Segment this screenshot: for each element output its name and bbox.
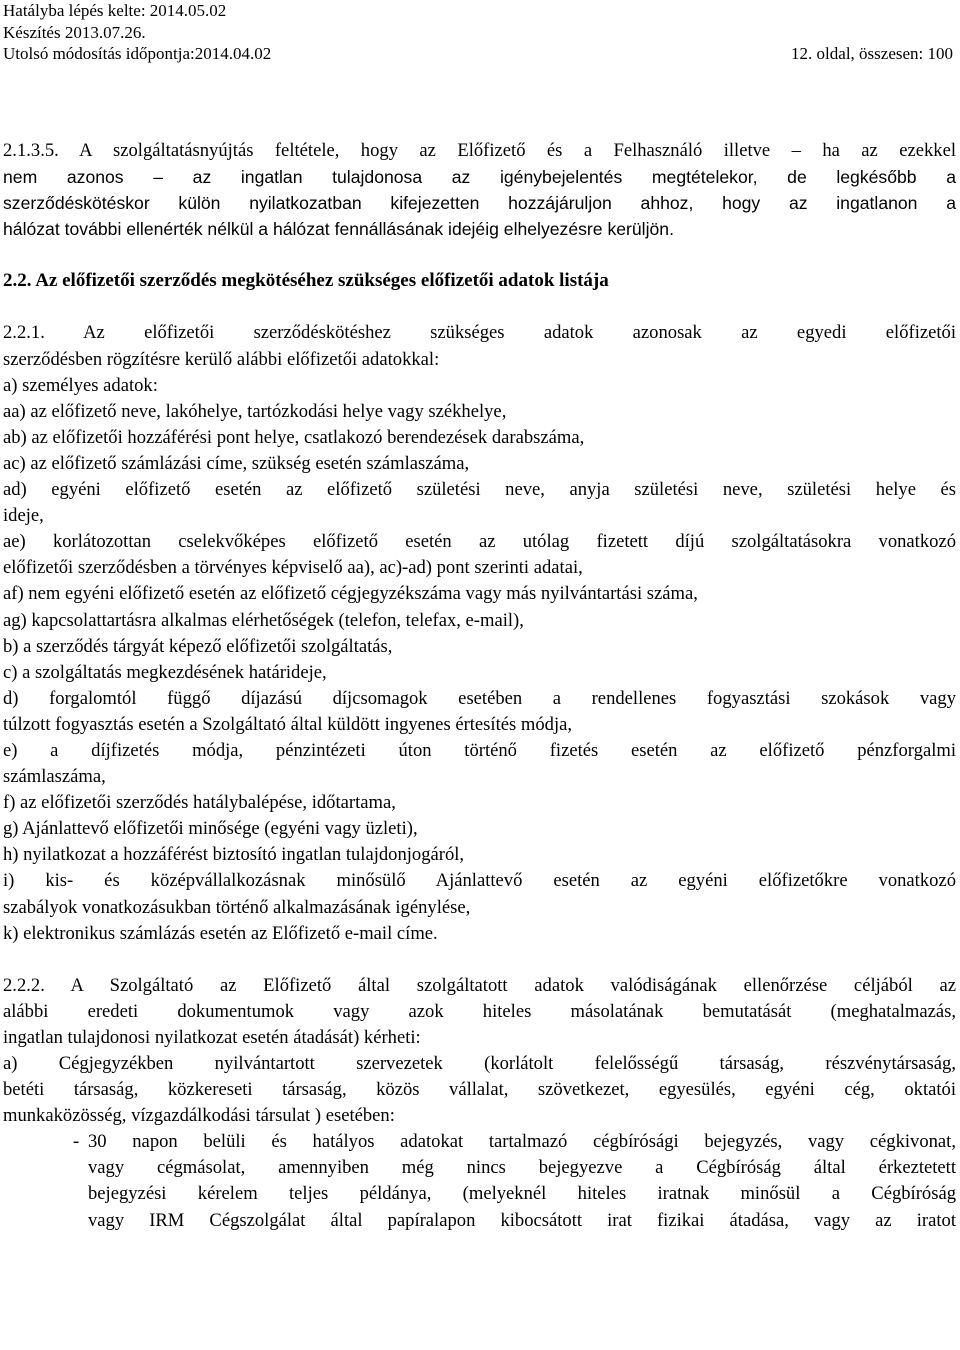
list-item: a) személyes adatok: (3, 374, 158, 396)
text-line: vagy cégmásolat, amennyiben még nincs bejegyezve a Cégbíróság által érkeztetett (88, 1157, 956, 1179)
created-date: Készítés 2013.07.26. (3, 22, 146, 42)
list-item: ad) egyéni előfizető esetén az előfizető születési neve, anyja születési neve, születési helye és (3, 479, 956, 501)
header-row (3, 43, 953, 65)
dash-list-item (3, 1129, 956, 1233)
list-item: a) Cégjegyzékben nyilvántartott szervezetek (korlátolt felelősségű társaság, részvénytársaság, (3, 1053, 956, 1074)
list-item: d) forgalomtól függő díjazású díjcsomagok esetében a rendellenes fogyasztási szokások vagy (3, 687, 956, 709)
list-item: af) nem egyéni előfizető esetén az előfizető cégjegyzékszáma vagy más nyilvántartási száma, (3, 583, 698, 605)
text-line: 30 napon belüli és hatályos adatokat tartalmazó cégbírósági bejegyzés, vagy cégkivonat, (88, 1131, 956, 1153)
text-line: 2.2.2. A Szolgáltató az Előfizető által szolgáltatott adatok valódiságának ellenőrzése céljából az (3, 974, 956, 996)
dash-bullet: - (73, 1131, 80, 1153)
list-item-continued: túlzott fogyasztás esetén a Szolgáltató által küldött ingyenes értesítés módja, (3, 713, 573, 735)
text-line: 2.2.1. Az előfizetői szerződéskötéshez szükséges adatok azonosak az egyedi előfizetői (3, 322, 956, 344)
list-item-continued: ideje, (3, 505, 44, 527)
paragraph-2-2-2 (3, 973, 956, 1234)
list-item: e) a díjfizetés módja, pénzintézeti úton történő fizetés esetén az előfizető pénzforgalmi (3, 739, 956, 761)
text-line: hálózat további ellenérték nélkül a hálózat fennállásának idejéig elhelyezésre kerüljön. (3, 219, 674, 240)
text-line: nem azonos – az ingatlan tulajdonosa az igénybejelentés megtételekor, de legkésőbb a (3, 167, 956, 188)
list-item: ab) az előfizetői hozzáférési pont helye, csatlakozó berendezések darabszáma, (3, 426, 585, 448)
list-item: b) a szerződés tárgyát képező előfizetői szolgáltatás, (3, 635, 393, 657)
list-item-continued: szabályok vonatkozásukban történő alkalmazásának igénylése, (3, 896, 471, 918)
list-item-continued: előfizetői szerződésben a törvényes képviselő aa), ac)-ad) pont szerinti adatai, (3, 557, 583, 579)
list-item: f) az előfizetői szerződés hatálybalépése, időtartama, (3, 792, 396, 814)
page-number: 12. oldal, összesen: 100 (791, 44, 953, 64)
text-line: alábbi eredeti dokumentumok vagy azok hiteles másolatának bemutatását (meghatalmazás, (3, 1000, 956, 1022)
document-body (3, 138, 956, 1234)
list-item-continued: betéti társaság, közkereseti társaság, közös vállalat, szövetkezet, egyesülés, egyéni cég, oktatói (3, 1079, 956, 1101)
text-line: bejegyzési kérelem teljes példánya, (melyeknél hiteles iratnak minősül a Cégbíróság (88, 1183, 956, 1205)
effective-date: Hatályba lépés kelte: 2014.05.02 (3, 1, 227, 20)
list-item: ac) az előfizető számlázási címe, szükség esetén számlaszáma, (3, 452, 470, 474)
text-line: szerződésben rögzítésre kerülő alábbi előfizetői adatokkal: (3, 348, 440, 370)
list-item: g) Ajánlattevő előfizetői minősége (egyéni vagy üzleti), (3, 818, 418, 840)
page-header (3, 0, 953, 65)
spacer (3, 294, 956, 320)
text-line: vagy IRM Cégszolgálat által papíralapon kibocsátott irat fizikai átadása, vagy az iratot (88, 1209, 956, 1231)
paragraph-2-1-3-5 (3, 138, 956, 242)
list-item: ag) kapcsolattartásra alkalmas elérhetőségek (telefon, telefax, e-mail), (3, 609, 524, 631)
list-item: aa) az előfizető neve, lakóhelye, tartózkodási helye vagy székhelye, (3, 400, 507, 422)
list-item-continued: munkaközösség, vízgazdálkodási társulat ) esetében: (3, 1105, 395, 1127)
text-line: 2.1.3.5. A szolgáltatásnyújtás feltétele, hogy az Előfizető és a Felhasználó illetve – ha az ezekkel (3, 140, 956, 161)
list-item: ae) korlátozottan cselekvőképes előfizető esetén az utólag fizetett díjú szolgáltatásokra vonatkozó (3, 531, 956, 553)
list-item-continued: számlaszáma, (3, 766, 106, 788)
list-item: h) nyilatkozat a hozzáférést biztosító ingatlan tulajdonjogáról, (3, 844, 465, 866)
list-item: i) kis- és középvállalkozásnak minősülő Ajánlattevő esetén az egyéni előfizetőkre vonatkozó (3, 870, 956, 892)
text-line: szerződéskötéskor külön nyilatkozatban kifejezetten hozzájáruljon ahhoz, hogy az ingatlanon a (3, 193, 956, 214)
list-item: c) a szolgáltatás megkezdésének határideje, (3, 661, 327, 683)
spacer (3, 242, 956, 268)
section-heading: 2.2. Az előfizetői szerződés megkötéséhez szükséges előfizetői adatok listája (3, 270, 609, 292)
list-item: k) elektronikus számlázás esetén az Előfizető e-mail címe. (3, 922, 438, 944)
spacer (3, 947, 956, 973)
paragraph-2-2-1 (3, 320, 956, 946)
text-line: ingatlan tulajdonosi nyilatkozat esetén átadását) kérheti: (3, 1026, 421, 1048)
last-modified: Utolsó módosítás időpontja:2014.04.02 (3, 44, 272, 64)
